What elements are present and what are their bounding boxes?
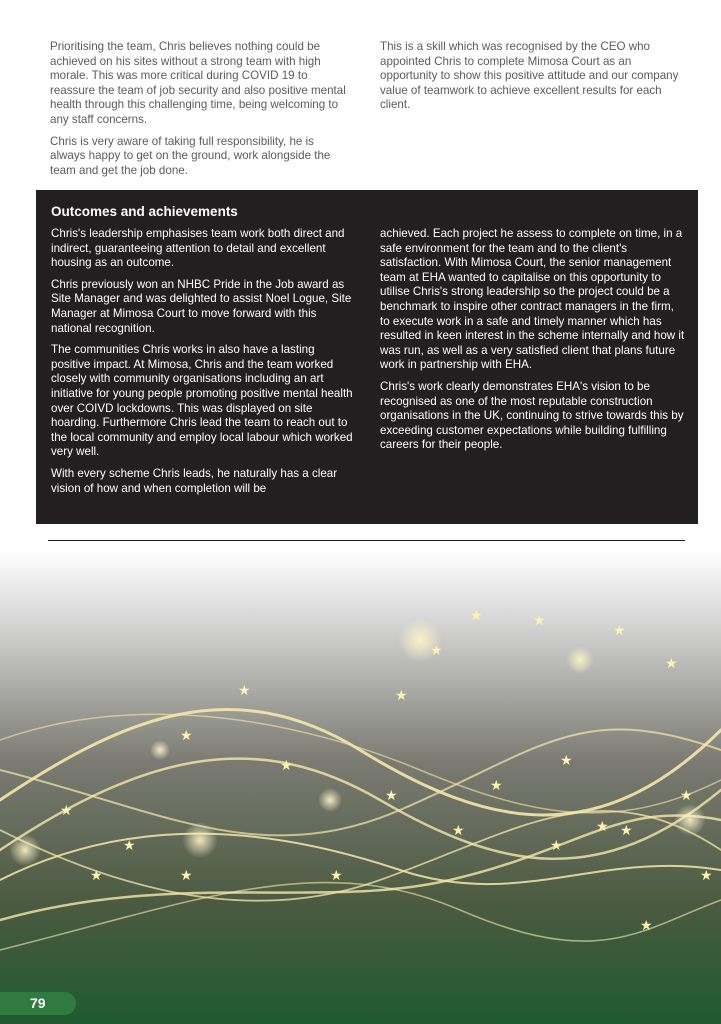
svg-text:★: ★ bbox=[613, 623, 626, 639]
paragraph: Chris's work clearly demonstrates EHA's vision to be recognised as one of the most reputable construction organisations in the UK, continuing to strive towards this by exceeding customer expectations while building fulfilling careers for their people. bbox=[380, 379, 684, 452]
page-number-tab bbox=[0, 992, 76, 1015]
svg-text:★: ★ bbox=[180, 728, 193, 744]
svg-text:★: ★ bbox=[430, 643, 443, 659]
sparkle-ribbons-image bbox=[0, 550, 721, 1024]
svg-text:★: ★ bbox=[395, 688, 408, 704]
section-divider bbox=[48, 540, 685, 541]
top-left-column bbox=[50, 40, 350, 185]
outcomes-right-column bbox=[380, 227, 686, 460]
page-number: 79 bbox=[30, 995, 46, 1011]
svg-text:★: ★ bbox=[470, 608, 483, 624]
svg-text:★: ★ bbox=[596, 819, 609, 835]
svg-text:★: ★ bbox=[452, 823, 465, 839]
paragraph: With every scheme Chris leads, he naturally has a clear vision of how and when completion will be bbox=[51, 466, 338, 495]
svg-text:★: ★ bbox=[330, 868, 343, 884]
svg-text:★: ★ bbox=[238, 683, 251, 699]
paragraph: Chris previously won an NHBC Pride in the Job award as Site Manager and was delighted to assist Noel Logue, Site Manager at Mimosa Court to move forward with this national recognition. bbox=[51, 277, 352, 335]
svg-text:★: ★ bbox=[280, 758, 293, 774]
svg-text:★: ★ bbox=[550, 838, 563, 854]
paragraph: Prioritising the team, Chris believes nothing could be achieved on his sites without a strong team with high morale. This was more critical during COVID 19 to reassure the team of job security and also positive mental health through this challenging time, being welcoming to any staff concerns. bbox=[50, 40, 346, 126]
svg-text:★: ★ bbox=[533, 613, 546, 629]
top-right-column bbox=[380, 40, 680, 120]
paragraph: Chris is very aware of taking full responsibility, he is always happy to get on the ground, work alongside the team and get the job done. bbox=[50, 134, 331, 177]
svg-text:★: ★ bbox=[90, 868, 103, 884]
svg-text:★: ★ bbox=[123, 838, 136, 854]
svg-text:★: ★ bbox=[60, 803, 73, 819]
svg-text:★: ★ bbox=[180, 868, 193, 884]
paragraph: Chris's leadership emphasises team work both direct and indirect, guaranteeing attention to detail and excellent housing as an outcome. bbox=[51, 227, 345, 270]
svg-text:★: ★ bbox=[490, 778, 503, 794]
paragraph: The communities Chris works in also have a lasting positive impact. At Mimosa, Chris and the team worked closely with community organisations including an art initiative for young people promoting positive mental health over COIVD lockdowns. This was displayed on site hoarding. Furthermore Chris lead the team to reach out to the local community and employ local labour which worked very well. bbox=[51, 343, 353, 459]
svg-text:★: ★ bbox=[680, 788, 693, 804]
svg-text:★: ★ bbox=[620, 823, 633, 839]
svg-text:★: ★ bbox=[640, 918, 653, 934]
svg-text:★: ★ bbox=[665, 656, 678, 672]
outcomes-heading: Outcomes and achievements bbox=[51, 204, 238, 219]
svg-text:★: ★ bbox=[385, 788, 398, 804]
svg-text:★: ★ bbox=[560, 753, 573, 769]
outcomes-box bbox=[36, 190, 698, 524]
outcomes-left-column bbox=[51, 227, 356, 503]
svg-text:★: ★ bbox=[700, 868, 713, 884]
paragraph: This is a skill which was recognised by the CEO who appointed Chris to complete Mimosa Court as an opportunity to show this positive attitude and our company value of teamwork to achieve excellent results for each client. bbox=[380, 40, 679, 112]
paragraph: achieved. Each project he assess to complete on time, in a safe environment for the team and to the client's satisfaction. With Mimosa Court, the senior management team at EHA wanted to capitalise on this opportunity to utilise Chris's strong leadership so the project could be a benchmark to inspire other contract managers in the firm, to execute work in a safe and timely manner which has resulted in keen interest in the scheme internally and how it was run, as well as a very satisfied client that plans future work in partnership with EHA. bbox=[380, 227, 685, 372]
